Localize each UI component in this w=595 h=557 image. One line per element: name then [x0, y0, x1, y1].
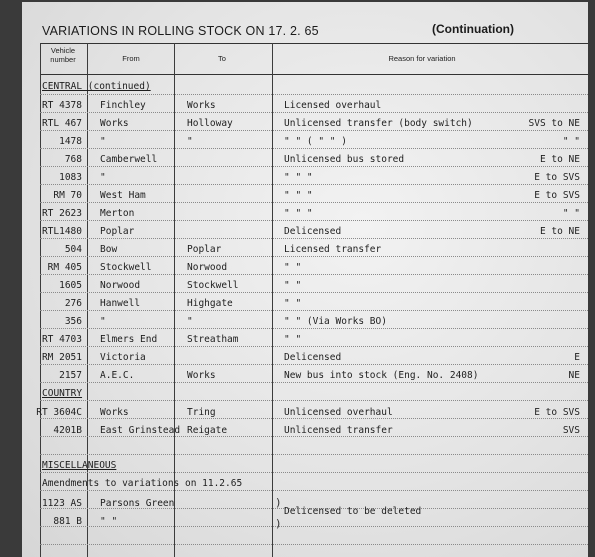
to-location: Tring [187, 407, 216, 418]
table-row [22, 224, 588, 240]
variation-code: E to NE [539, 226, 580, 237]
reason-text: Licensed transfer [284, 244, 382, 255]
to-location: " [187, 316, 193, 327]
from-location: Bow [100, 244, 118, 255]
from-location: Norwood [100, 280, 141, 291]
table-row [22, 423, 588, 439]
vehicle-number: 1605 [59, 280, 82, 291]
vehicle-number: 768 [64, 154, 82, 165]
to-location: Streatham [187, 334, 239, 345]
variation-code: " " [562, 208, 580, 219]
vehicle-number: RT 4378 [41, 100, 82, 111]
table-row [22, 206, 588, 222]
column-header-reason: Reason for variation [388, 54, 456, 63]
brace-mark: ) [275, 496, 282, 509]
from-location: " [100, 172, 106, 183]
table-row [22, 405, 588, 421]
variation-code: E to SVS [534, 190, 580, 201]
from-location: Works [100, 407, 129, 418]
document-sheet [22, 2, 588, 557]
from-location: Hanwell [100, 298, 141, 309]
table-row [22, 134, 588, 150]
variation-code: SVS [562, 425, 580, 436]
vehicle-number: RT 4703 [41, 334, 82, 345]
reason-text: Unlicensed overhaul [284, 407, 393, 418]
header-top-rule [40, 43, 588, 44]
to-location: Stockwell [187, 280, 239, 291]
from-location: " " [100, 516, 118, 527]
reason-text: Unlicensed transfer [284, 425, 393, 436]
to-location: Highgate [187, 298, 233, 309]
to-location: Poplar [187, 244, 222, 255]
table-row [22, 278, 588, 294]
table-row [22, 314, 588, 330]
table-row [22, 170, 588, 186]
vehicle-number: 1083 [59, 172, 82, 183]
from-location: Parsons Green [100, 498, 175, 509]
ruled-line [40, 400, 588, 402]
from-location: East Grinstead [100, 425, 181, 436]
variation-code: E to SVS [534, 407, 580, 418]
to-location: Holloway [187, 118, 233, 129]
from-location: Elmers End [100, 334, 158, 345]
column-header-from: From [122, 54, 140, 63]
column-header-to: To [218, 54, 226, 63]
reason-text: Delicensed [284, 352, 342, 363]
column-header-vehicle: Vehicle number [50, 46, 76, 64]
from-location: Stockwell [100, 262, 152, 273]
vehicle-number: RTL 467 [41, 118, 82, 129]
reason-text: New bus into stock (Eng. No. 2408) [284, 370, 479, 381]
reason-text: " " [284, 262, 302, 273]
table-row [22, 116, 588, 132]
section-country: COUNTRY [42, 388, 83, 399]
vehicle-number: RM 70 [53, 190, 82, 201]
table-row [22, 188, 588, 204]
variation-code: " " [562, 136, 580, 147]
from-location: Works [100, 118, 129, 129]
table-row [22, 260, 588, 276]
table-row [22, 332, 588, 348]
from-location: Camberwell [100, 154, 158, 165]
to-location: Norwood [187, 262, 228, 273]
reason-text: Delicensed [284, 226, 342, 237]
from-location: Finchley [100, 100, 146, 111]
reason-text: " " " [284, 208, 313, 219]
section-miscellaneous: MISCELLANEOUS [42, 460, 117, 471]
from-location: " [100, 316, 106, 327]
vehicle-number: 881 B [53, 516, 82, 527]
vehicle-number: 1123 AS [41, 498, 82, 509]
table-row [22, 368, 588, 384]
brace-mark: ) [275, 517, 282, 530]
to-location: " [187, 136, 193, 147]
to-location: Works [187, 100, 216, 111]
reason-text: " " [284, 280, 302, 291]
to-location: Reigate [187, 425, 228, 436]
table-row [22, 350, 588, 366]
ruled-line [40, 544, 588, 546]
reason-text: Unlicensed bus stored [284, 154, 405, 165]
variation-code: SVS to NE [528, 118, 580, 129]
vehicle-number: 2157 [59, 370, 82, 381]
ruled-line [40, 490, 588, 492]
from-location: A.E.C. [100, 370, 135, 381]
from-location: West Ham [100, 190, 146, 201]
reason-text: " " (Via Works BO) [284, 316, 387, 327]
title-bar [22, 2, 588, 42]
from-location: " [100, 136, 106, 147]
vehicle-number: RM 405 [47, 262, 82, 273]
from-location: Merton [100, 208, 135, 219]
reason-text: Licensed overhaul [284, 100, 382, 111]
continuation-label: (Continuation) [432, 22, 514, 36]
reason-text: " " " [284, 172, 313, 183]
variation-code: E [574, 352, 580, 363]
vehicle-number: RTL1480 [41, 226, 82, 237]
misc-note: Amendments to variations on 11.2.65 [42, 478, 243, 489]
variation-code: E to SVS [534, 172, 580, 183]
reason-text: " " [284, 334, 302, 345]
misc-reason: Delicensed to be deleted [284, 506, 422, 517]
ruled-line [40, 454, 588, 456]
from-location: Poplar [100, 226, 135, 237]
vehicle-number: 276 [64, 298, 82, 309]
vehicle-number: RM 2051 [41, 352, 82, 363]
variation-code: NE [568, 370, 580, 381]
ruled-line [40, 472, 588, 474]
vehicle-number: 356 [64, 316, 82, 327]
vehicle-number: 4201B [53, 425, 82, 436]
reason-text: " " ( " " ) [284, 136, 347, 147]
section-central: CENTRAL (continued) [42, 81, 151, 92]
table-row [22, 242, 588, 258]
to-location: Works [187, 370, 216, 381]
from-location: Victoria [100, 352, 146, 363]
page-title: VARIATIONS IN ROLLING STOCK ON 17. 2. 65 [42, 24, 319, 38]
table-row [22, 296, 588, 312]
table-row [22, 98, 588, 114]
reason-text: " " " [284, 190, 313, 201]
reason-text: Unlicensed transfer (body switch) [284, 118, 473, 129]
table-row [22, 152, 588, 168]
vehicle-number: RT 3604C [36, 407, 82, 418]
ruled-line [40, 94, 588, 96]
vehicle-number: 1478 [59, 136, 82, 147]
variation-code: E to NE [539, 154, 580, 165]
vehicle-number: 504 [64, 244, 82, 255]
vehicle-number: RT 2623 [41, 208, 82, 219]
reason-text: " " [284, 298, 302, 309]
